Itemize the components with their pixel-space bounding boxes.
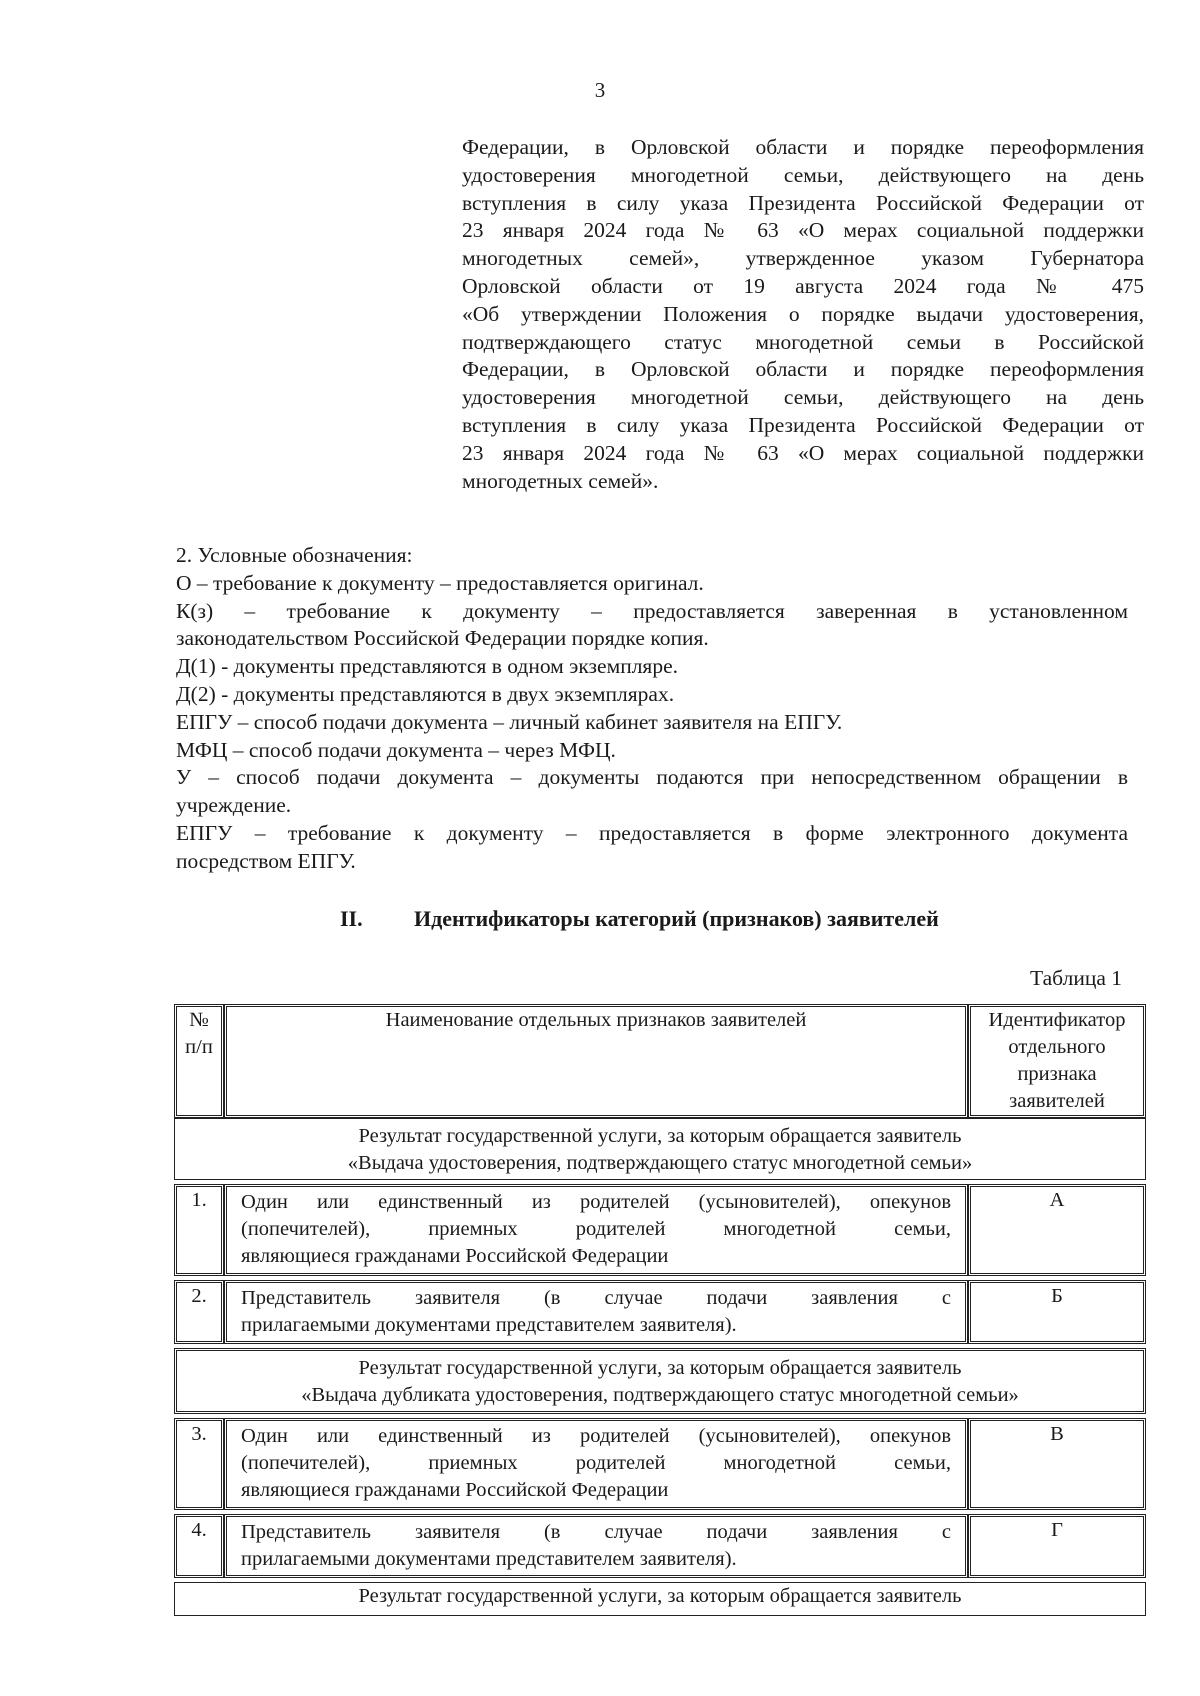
row-text-cell — [224, 1418, 968, 1510]
intro-line: удостоверения многодетной семьи, действующего на день — [462, 385, 1144, 410]
intro-line: вступления в силу указа Президента Российской Федерации от — [462, 412, 1144, 437]
header-id-line: признака — [1017, 1063, 1097, 1085]
intro-line: многодетных семей», утвержденное указом Губернатора — [462, 246, 1144, 271]
intro-paragraph — [462, 134, 1144, 495]
intro-line: «Об утверждении Положения о порядке выдачи удостоверения, — [462, 301, 1144, 326]
intro-line: Федерации, в Орловской области и порядке переоформления — [462, 135, 1144, 159]
legend-line: К(з) – требование к документу – предоставляется заверенная в установленном — [176, 598, 1128, 623]
row-line: Один или единственный из родителей (усыновителей), опекунов — [241, 1191, 951, 1213]
header-id-line: заявителей — [1009, 1090, 1105, 1112]
row-line: Представитель заявителя (в случае подачи заявления с — [241, 1287, 951, 1309]
section-heading: Идентификаторы категорий (признаков) заявителей — [414, 906, 939, 931]
banner-line: «Выдача дубликата удостоверения, подтверждающего статус многодетной семьи» — [301, 1384, 1019, 1406]
row-id-cell: В — [968, 1418, 1146, 1510]
header-name-cell — [224, 1004, 968, 1118]
legend-line: Д(1) - документы представляются в одном экземпляре. — [176, 654, 678, 679]
banner-line: Результат государственной услуги, за которым обращается заявитель — [358, 1125, 962, 1147]
result-banner — [174, 1118, 1146, 1180]
row-line: (попечителей), приемных родителей многодетной семьи, — [241, 1452, 951, 1474]
table-caption: Таблица 1 — [1030, 966, 1122, 990]
intro-line: 23 января 2024 года № 63 «О мерах социальной поддержки — [462, 440, 1144, 465]
intro-line: вступления в силу указа Президента Российской Федерации от — [462, 190, 1144, 215]
header-num-cell — [174, 1004, 224, 1118]
header-id-cell — [968, 1004, 1146, 1118]
intro-line: Федерации, в Орловской области и порядке переоформления — [462, 357, 1144, 382]
row-line: являющиеся гражданами Российской Федерации — [241, 1479, 669, 1501]
header-num-line: п/п — [185, 1036, 213, 1058]
banner-line: Результат государственной услуги, за которым обращается заявитель — [358, 1585, 962, 1607]
row-line: (попечителей), приемных родителей многодетной семьи, — [241, 1218, 951, 1240]
row-id-cell: А — [968, 1184, 1146, 1276]
legend-line: О – требование к документу – предоставляется оригинал. — [176, 570, 704, 595]
intro-line: 23 января 2024 года № 63 «О мерах социальной поддержки — [462, 218, 1144, 243]
header-id-line: отдельного — [1008, 1036, 1106, 1058]
legend-line: У – способ подачи документа – документы подаются при непосредственном обращении в — [176, 765, 1128, 790]
row-id-cell: Б — [968, 1280, 1146, 1344]
row-text-cell — [224, 1280, 968, 1344]
legend-line: законодательством Российской Федерации порядке копия. — [176, 626, 709, 651]
legend-line: посредством ЕПГУ. — [176, 848, 356, 873]
row-id-cell: Г — [968, 1514, 1146, 1578]
row-num-cell: 4. — [174, 1514, 224, 1578]
banner-line: Результат государственной услуги, за которым обращается заявитель — [358, 1357, 962, 1379]
row-line: Представитель заявителя (в случае подачи заявления с — [241, 1521, 951, 1543]
row-line: являющиеся гражданами Российской Федерации — [241, 1245, 669, 1267]
header-num-line: № — [189, 1009, 209, 1031]
row-line: прилагаемыми документами представителем заявителя). — [241, 1548, 737, 1570]
result-banner — [174, 1348, 1146, 1414]
legend-section — [176, 542, 1128, 876]
legend-line: учреждение. — [176, 793, 292, 818]
legend-line: ЕПГУ – требование к документу – предоставляется в форме электронного документа — [176, 820, 1128, 845]
legend-line: Д(2) - документы представляются в двух экземплярах. — [176, 681, 675, 706]
row-text-cell — [224, 1514, 968, 1578]
row-line: прилагаемыми документами представителем заявителя). — [241, 1314, 737, 1336]
row-text-cell — [224, 1184, 968, 1276]
legend-line: МФЦ – способ подачи документа – через МФЦ. — [176, 737, 616, 762]
intro-line: Орловской области от 19 августа 2024 года № 475 — [462, 273, 1144, 298]
header-id-line: Идентификатор — [988, 1009, 1126, 1031]
section-number: II. — [340, 906, 363, 931]
banner-line: «Выдача удостоверения, подтверждающего статус многодетной семьи» — [347, 1152, 973, 1174]
intro-line: многодетных семей». — [462, 468, 659, 493]
result-banner — [174, 1582, 1146, 1616]
page-number: 3 — [594, 78, 606, 102]
intro-line: подтверждающего статус многодетной семьи в Российской — [462, 329, 1144, 354]
legend-heading: 2. Условные обозначения: — [176, 543, 413, 567]
header-name-text: Наименование отдельных признаков заявителей — [385, 1009, 807, 1031]
intro-line: удостоверения многодетной семьи, действующего на день — [462, 162, 1144, 187]
row-num-cell: 1. — [174, 1184, 224, 1276]
legend-line: ЕПГУ – способ подачи документа – личный кабинет заявителя на ЕПГУ. — [176, 709, 843, 734]
row-line: Один или единственный из родителей (усыновителей), опекунов — [241, 1425, 951, 1447]
row-num-cell: 2. — [174, 1280, 224, 1344]
row-num-cell: 3. — [174, 1418, 224, 1510]
